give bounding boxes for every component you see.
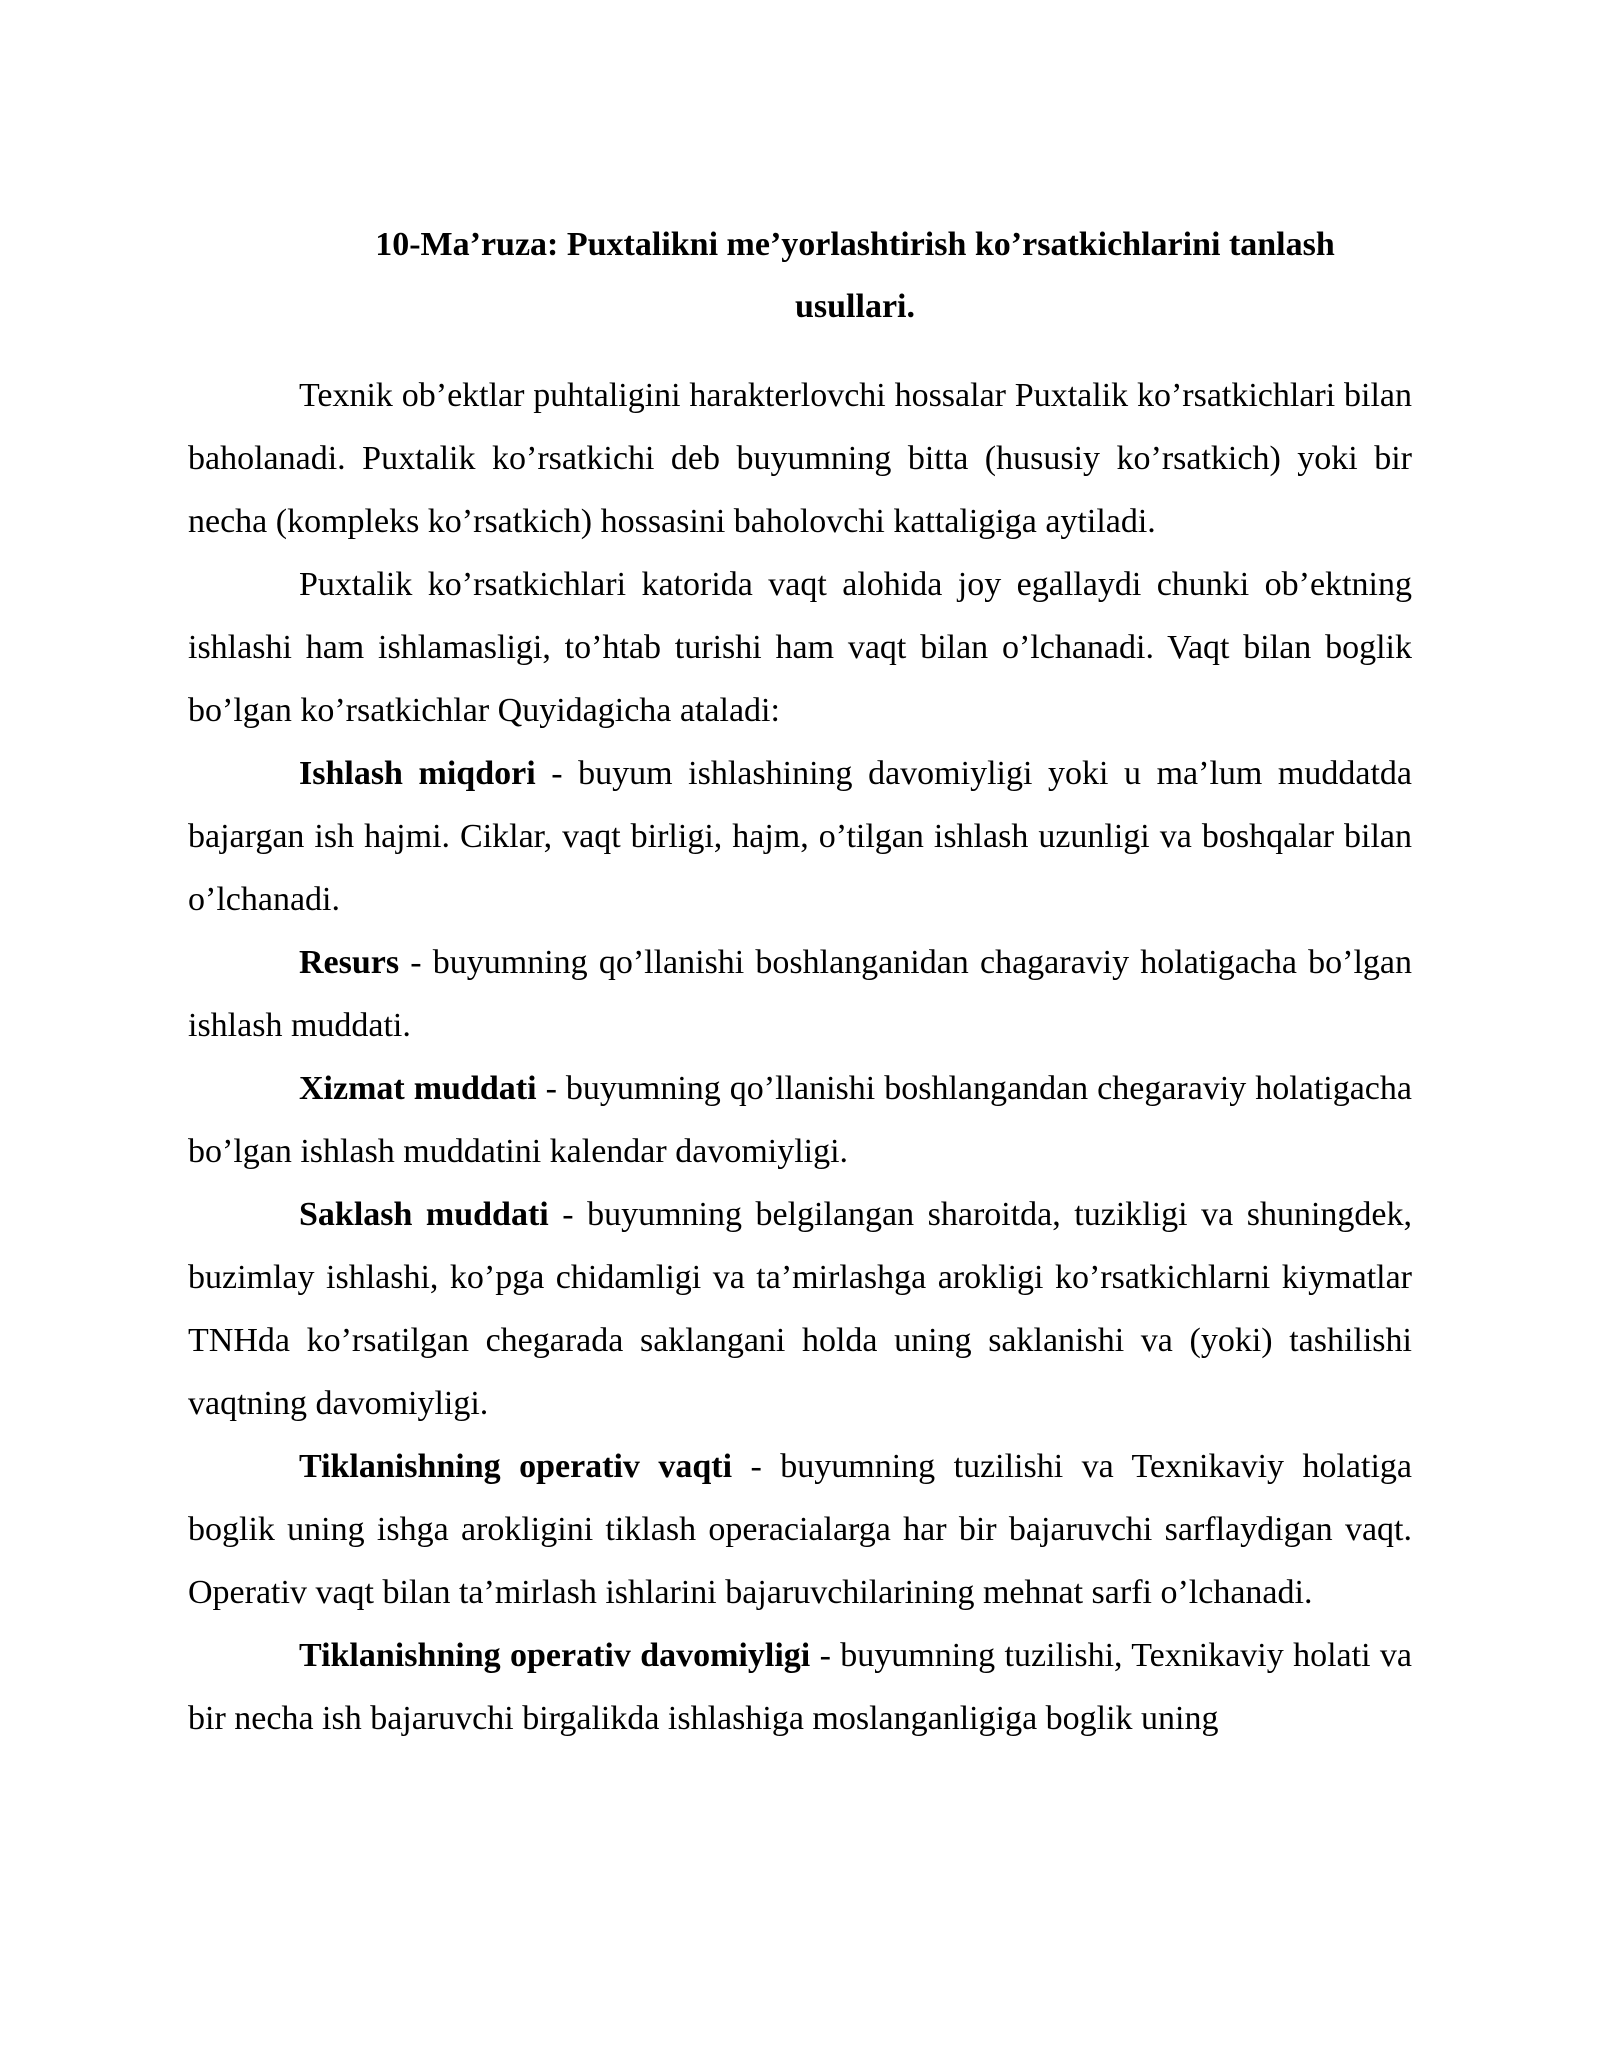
- paragraph-ishlash-miqdori: [188, 742, 1412, 931]
- paragraph-text: Texnik ob’ektlar puhtaligini harakterlovchi hossalar Puxtalik ko’rsatkichlari bilan baholanadi. Puxtalik ko’rsatkichi deb buyumning bitta (hususiy ko’rsatkich) yoki bir necha (kompleks ko’rsatkich) hossasini baholovchi kattaligiga aytiladi.: [188, 377, 1412, 540]
- paragraph-resurs: [188, 931, 1412, 1057]
- paragraph-text: Puxtalik ko’rsatkichlari katorida vaqt alohida joy egallaydi chunki ob’ektning ishlashi ham ishlamasligi, to’htab turishi ham vaqt bilan o’lchanadi. Vaqt bilan boglik bo’lgan ko’rsatkichlar Quyidagicha ataladi:: [188, 566, 1412, 729]
- title-line-1: 10-Ma’ruza: Puxtalikni me’yorlashtirish ko’rsatkichlarini tanlash: [375, 226, 1335, 263]
- term-definition: - buyum ishlashining davomiyligi yoki u ma’lum muddatda bajargan ish hajmi. Ciklar, vaqt birligi, hajm, o’tilgan ishlash uzunligi va boshqalar bilan o’lchanadi.: [188, 755, 1412, 918]
- paragraph-saklash-muddati: [188, 1183, 1412, 1435]
- term-label: Tiklanishning operativ vaqti: [299, 1448, 733, 1485]
- paragraph-operativ-davomiyligi: [188, 1624, 1412, 1750]
- term-definition: - buyumning qo’llanishi boshlanganidan chagaraviy holatigacha bo’lgan ishlash muddati.: [188, 944, 1412, 1044]
- paragraph-xizmat-muddati: [188, 1057, 1412, 1183]
- term-label: Xizmat muddati: [299, 1070, 537, 1107]
- term-label: Ishlash miqdori: [299, 755, 536, 792]
- term-label: Saklash muddati: [299, 1196, 549, 1233]
- term-label: Resurs: [299, 944, 400, 981]
- term-label: Tiklanishning operativ davomiyligi: [299, 1637, 811, 1674]
- page-title: [330, 214, 1380, 338]
- paragraph-operativ-vaqti: [188, 1435, 1412, 1624]
- term-definition: - buyumning belgilangan sharoitda, tuzikligi va shuningdek, buzimlay ishlashi, ko’pga chidamligi va ta’mirlashga arokligi ko’rsatkichlarni kiymatlar TNHda ko’rsatilgan chegarada saklangani holda uning saklanishi va (yoki) tashilishi vaqtning davomiyligi.: [188, 1196, 1412, 1422]
- paragraph-intro: [188, 364, 1412, 553]
- title-line-2: usullari.: [795, 288, 915, 325]
- document-body: [188, 364, 1412, 1750]
- term-definition: - buyumning qo’llanishi boshlangandan chegaraviy holatigacha bo’lgan ishlash muddatini kalendar davomiyligi.: [188, 1070, 1412, 1170]
- term-definition: - buyumning tuzilishi va Texnikaviy holatiga boglik uning ishga arokligini tiklash operacialarga har bir bajaruvchi sarflaydigan vaqt. Operativ vaqt bilan ta’mirlash ishlarini bajaruvchilarining mehnat sarfi o’lchanadi.: [188, 1448, 1412, 1611]
- term-definition: - buyumning tuzilishi, Texnikaviy holati va bir necha ish bajaruvchi birgalikda ishlashiga moslanganligiga boglik uning: [188, 1637, 1412, 1737]
- paragraph-time-indicators: [188, 553, 1412, 742]
